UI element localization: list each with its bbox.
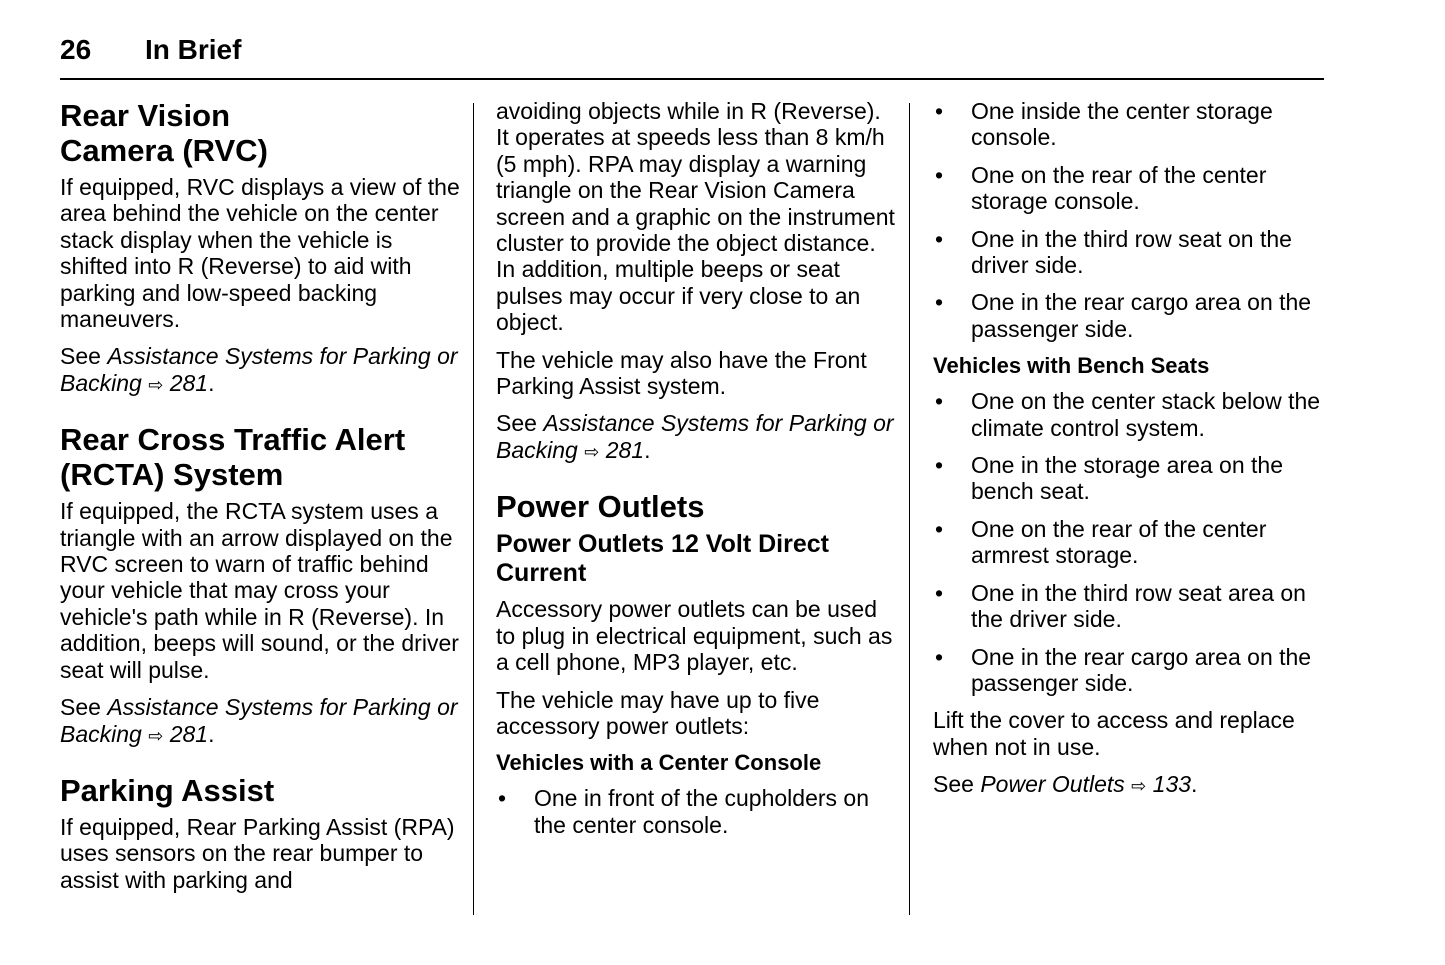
- list-item: • One in the storage area on the bench seat.: [935, 452, 1283, 505]
- bullet-icon: •: [935, 388, 944, 415]
- chapter-title: In Brief: [145, 34, 242, 65]
- rvc-ref-link[interactable]: Assistance Systems for Parking or Backing ⇨ 281: [60, 343, 458, 396]
- list-item: • One in the third row seat on the driver side.: [935, 225, 1292, 279]
- power-outlets-body-1: Accessory power outlets can be used to plug in electrical equipment, such as a cell phone, MP3 player, etc.: [496, 596, 893, 676]
- rcta-heading: Rear Cross Traffic Alert (RCTA) System: [60, 422, 406, 493]
- page-ref-arrow-icon: ⇨: [584, 441, 600, 462]
- rvc-see-reference: See Assistance Systems for Parking or Backing ⇨ 281.: [60, 343, 458, 396]
- column-divider: [473, 103, 474, 915]
- bullet-icon: •: [935, 643, 944, 670]
- list-item: • One on the center stack below the climate control system.: [935, 388, 1321, 441]
- bench-seats-heading: Vehicles with Bench Seats: [933, 353, 1210, 379]
- parking-assist-body-cont: avoiding objects while in R (Reverse). It operates at speeds less than 8 km/h (5 mph). RPA may display a warning triangle on the Rear Vision Camera screen and a graphic on the instrument cluster to provide the object distance. In addition, multiple beeps or seat pulses may occur if very close to an object.: [496, 98, 895, 336]
- bullet-icon: •: [498, 785, 507, 812]
- list-item: • One on the rear of the center armrest storage.: [935, 515, 1267, 569]
- pa-ref-link[interactable]: Assistance Systems for Parking or Backing ⇨ 281: [496, 410, 894, 463]
- page-ref-arrow-icon: ⇨: [148, 374, 164, 395]
- column-divider: [909, 103, 910, 915]
- rcta-see-reference: See Assistance Systems for Parking or Backing ⇨ 281.: [60, 694, 458, 747]
- rvc-body: If equipped, RVC displays a view of the area behind the vehicle on the center stack display when the vehicle is shifted into R (Reverse) to aid with parking and low-speed backing maneuvers.: [60, 174, 460, 333]
- page-ref-arrow-icon: ⇨: [1131, 776, 1147, 797]
- column-2: [496, 98, 896, 849]
- po-ref-link[interactable]: Power Outlets ⇨ 133: [980, 771, 1192, 798]
- center-console-list: [496, 785, 896, 838]
- column-1: [60, 98, 460, 904]
- center-console-list-cont: [933, 98, 1328, 342]
- list-item: • One in the rear cargo area on the passenger side.: [935, 289, 1312, 342]
- rcta-ref-link[interactable]: Assistance Systems for Parking or Backing ⇨ 281: [60, 694, 458, 747]
- list-item: • One in the third row seat area on the driver side.: [935, 579, 1306, 633]
- list-item: • One on the rear of the center storage console.: [935, 161, 1267, 215]
- bench-seats-list: [933, 388, 1328, 696]
- lift-cover-body: Lift the cover to access and replace when not in use.: [933, 707, 1295, 760]
- rvc-heading: Rear Vision Camera (RVC): [60, 98, 268, 168]
- front-parking-assist-body: The vehicle may also have the Front Parking Assist system.: [496, 346, 867, 400]
- power-outlets-body-2: The vehicle may have up to five accessory power outlets:: [496, 686, 820, 739]
- bullet-icon: •: [935, 579, 944, 606]
- list-item: • One in the rear cargo area on the passenger side.: [935, 643, 1312, 696]
- page-number: 26: [60, 34, 92, 65]
- power-outlets-12v-heading: Power Outlets 12 Volt Direct Current: [496, 530, 829, 588]
- bullet-icon: •: [935, 289, 944, 316]
- center-console-heading: Vehicles with a Center Console: [496, 750, 822, 776]
- parking-assist-heading: Parking Assist: [60, 772, 275, 808]
- bullet-icon: •: [935, 452, 944, 479]
- po-see-reference: See Power Outlets ⇨ 133.: [933, 771, 1198, 798]
- rcta-body: If equipped, the RCTA system uses a triangle with an arrow displayed on the RVC screen to warn of traffic behind your vehicle that may cross your vehicle's path while in R (Reverse). In addition, beeps will sound, or the driver seat will pulse.: [60, 498, 459, 683]
- column-3: [933, 98, 1328, 811]
- list-item: • One inside the center storage console.: [935, 98, 1273, 151]
- page-header: [60, 32, 1324, 80]
- bullet-icon: •: [935, 515, 944, 542]
- page-ref-arrow-icon: ⇨: [148, 725, 164, 746]
- list-item: • One in front of the cupholders on the center console.: [498, 785, 869, 838]
- bullet-icon: •: [935, 98, 944, 124]
- parking-assist-body: If equipped, Rear Parking Assist (RPA) uses sensors on the rear bumper to assist with parking and: [60, 813, 455, 893]
- pa-see-reference: See Assistance Systems for Parking or Backing ⇨ 281.: [496, 410, 894, 463]
- power-outlets-heading: Power Outlets: [496, 489, 705, 525]
- bullet-icon: •: [935, 161, 944, 188]
- bullet-icon: •: [935, 225, 944, 252]
